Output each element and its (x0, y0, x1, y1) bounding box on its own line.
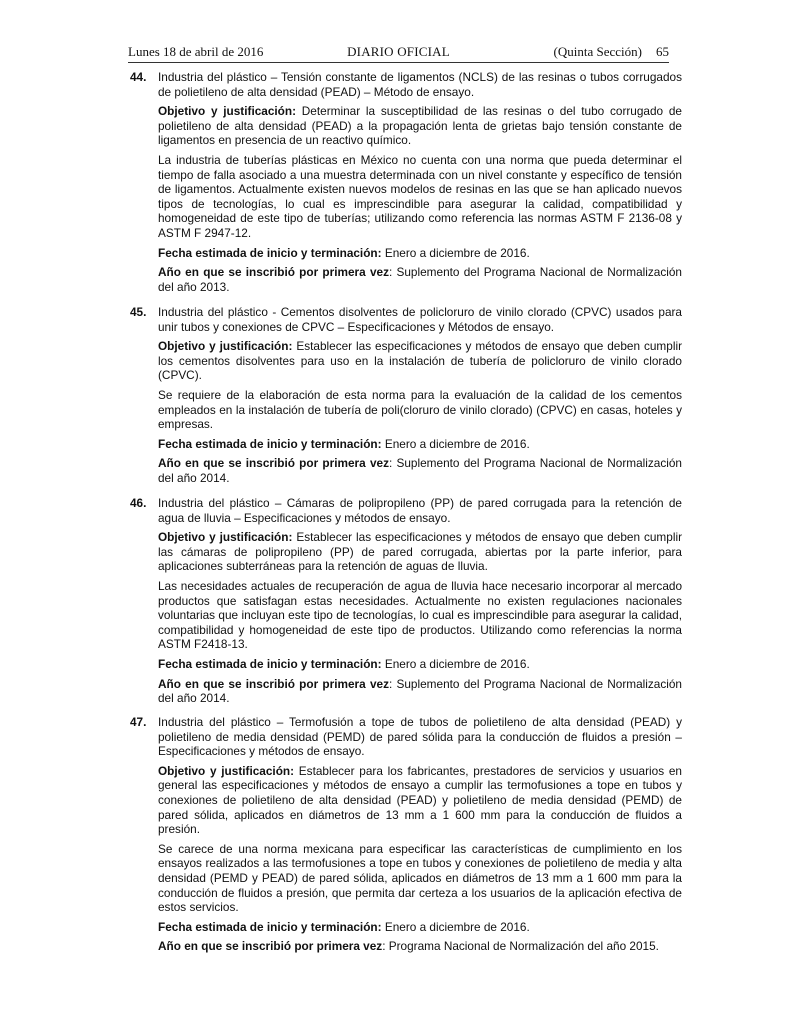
item-paragraph: La industria de tuberías plásticas en México no cuenta con una norma que pueda determinar el tiempo de falla asociado a una muestra determinada con un nivel constante y específico de tensión de ligamentos. Actualmente existen nuevos modelos de resinas en las que se han aplicado nuevos tipos de tecnologías, lo cual es imprescindible para asegurar la calidad, compatibilidad y homogeneidad de este tipo de tuberías; utilizando como referencia las normas ASTM F 2136-08 y ASTM F 2947-12. (158, 152, 682, 240)
objective-label: Objetivo y justificación: (158, 763, 295, 778)
year-label: Año en que se inscribió por primera vez (158, 939, 383, 954)
year-text: : Suplemento del Programa Nacional de Normalización del año 2014. (158, 676, 682, 706)
header-section-page (554, 44, 669, 60)
item-title: Industria del plástico – Tensión constante de ligamentos (NCLS) de las resinas o tubos corrugados de polietileno de alta densidad (PEAD) – Método de ensayo. (158, 70, 682, 99)
date-label: Fecha estimada de inicio y terminación: (158, 245, 382, 260)
objective-label: Objetivo y justificación: (158, 104, 297, 119)
year-label: Año en que se inscribió por primera vez (158, 676, 389, 691)
header-date: Lunes 18 de abril de 2016 (128, 44, 264, 59)
year-text: : Programa Nacional de Normalización del año 2015. (382, 939, 659, 954)
item-title: Industria del plástico - Cementos disolventes de policloruro de vinilo clorado (CPVC) usados para unir tubos y conexiones de CPVC – Especificaciones y Métodos de ensayo. (158, 305, 682, 334)
objective-text: Establecer las especificaciones y métodos de ensayo que deben cumplir los cementos disolventes para uso en la instalación de tubería de policloruro de vinilo clorado (CPVC). (158, 339, 682, 383)
list-item-44 (130, 70, 682, 299)
item-objective (158, 339, 682, 383)
year-label: Año en que se inscribió por primera vez (158, 265, 389, 280)
item-paragraph: Se carece de una norma mexicana para especificar las características de cumplimiento en los ensayos realizados a las termofusiones a tope en tubos y conexiones de polietileno de media y alta densidad (PEMD y PEAD) de pared sólida, aplicados en diámetros de 13 mm a 1 600 mm para la conducción de fluidos a presión, que permita dar certeza a los usuarios de la aplicación efectiva de estos servicios. (158, 841, 682, 915)
list-item-47 (130, 715, 682, 959)
item-paragraph: Se requiere de la elaboración de esta norma para la evaluación de la calidad de los cementos empleados en la instalación de tubería de poli(cloruro de vinilo clorado) (CPVC) en casas, hoteles y empresas. (158, 387, 682, 432)
item-dates (158, 657, 682, 672)
item-objective (158, 764, 682, 837)
item-year (158, 677, 682, 706)
item-number: 45. (130, 305, 147, 319)
item-dates (158, 920, 682, 935)
objective-text: Establecer las especificaciones y métodos de ensayo que deben cumplir las cámaras de polipropileno (PP) de pared corrugada, abiertas por la parte inferior, para aplicaciones subterráneas para la retención de aguas de lluvia. (158, 530, 682, 574)
objective-label: Objetivo y justificación: (158, 530, 293, 545)
item-title: Industria del plástico – Termofusión a tope de tubos de polietileno de alta densidad (PEAD) y polietileno de media densidad (PEMD) de pared sólida para la conducción de fluidos a presión – Especificaciones y métodos de ensayo. (158, 715, 682, 759)
date-text: Enero a diciembre de 2016. (381, 656, 530, 671)
item-number: 44. (130, 70, 147, 84)
item-number: 46. (130, 496, 147, 510)
item-dates (158, 246, 682, 261)
item-objective (158, 104, 682, 148)
item-year (158, 939, 682, 954)
item-objective (158, 530, 682, 574)
objective-text: Establecer para los fabricantes, prestadores de servicios y usuarios en general las especificaciones y métodos de ensayo a cumplir las termofusiones a tope en tubos y conexiones de polietileno de alta densidad (PEAD) y polietileno de media densidad (PEMD) de pared sólida, aplicados en diámetros de 13 mm a 1 600 mm para la conducción de fluidos a presión. (158, 763, 682, 837)
item-number: 47. (130, 715, 147, 729)
page-header (128, 44, 669, 62)
date-label: Fecha estimada de inicio y terminación: (158, 919, 382, 934)
header-publication: DIARIO OFICIAL (347, 44, 450, 59)
item-year (158, 265, 682, 294)
item-paragraph: Las necesidades actuales de recuperación de agua de lluvia hace necesario incorporar al mercado productos que satisfagan estas necesidades. Actualmente no existen regulaciones nacionales voluntarias que incluyan este tipo de tecnologías, lo cual es imprescindible para asegurar la calidad, compatibilidad y homogeneidad de este tipo de productos. Utilizando como referencias la norma ASTM F2418-13. (158, 578, 682, 652)
header-section: (Quinta Sección) (553, 44, 642, 59)
year-text: : Suplemento del Programa Nacional de Normalización del año 2013. (158, 265, 682, 294)
date-text: Enero a diciembre de 2016. (381, 919, 530, 934)
date-text: Enero a diciembre de 2016. (381, 436, 530, 451)
item-title: Industria del plástico – Cámaras de polipropileno (PP) de pared corrugada para la retención de agua de lluvia – Especificaciones y métodos de ensayo. (158, 496, 682, 525)
objective-text: Determinar la susceptibilidad de las resinas o del tubo corrugado de polietileno de alta densidad (PEAD) a la propagación lenta de grietas bajo tensión constante de ligamentos en presencia de un reactivo químico. (158, 104, 682, 148)
list-item-45 (130, 305, 682, 491)
year-text: : Suplemento del Programa Nacional de Normalización del año 2014. (158, 456, 682, 485)
list-item-46 (130, 496, 682, 711)
objective-label: Objetivo y justificación: (158, 339, 293, 354)
item-year (158, 456, 682, 485)
item-dates (158, 437, 682, 452)
date-text: Enero a diciembre de 2016. (381, 245, 530, 260)
header-rule (128, 62, 669, 63)
header-page-number: 65 (656, 44, 669, 59)
year-label: Año en que se inscribió por primera vez (158, 456, 389, 471)
date-label: Fecha estimada de inicio y terminación: (158, 436, 382, 451)
date-label: Fecha estimada de inicio y terminación: (158, 656, 382, 671)
